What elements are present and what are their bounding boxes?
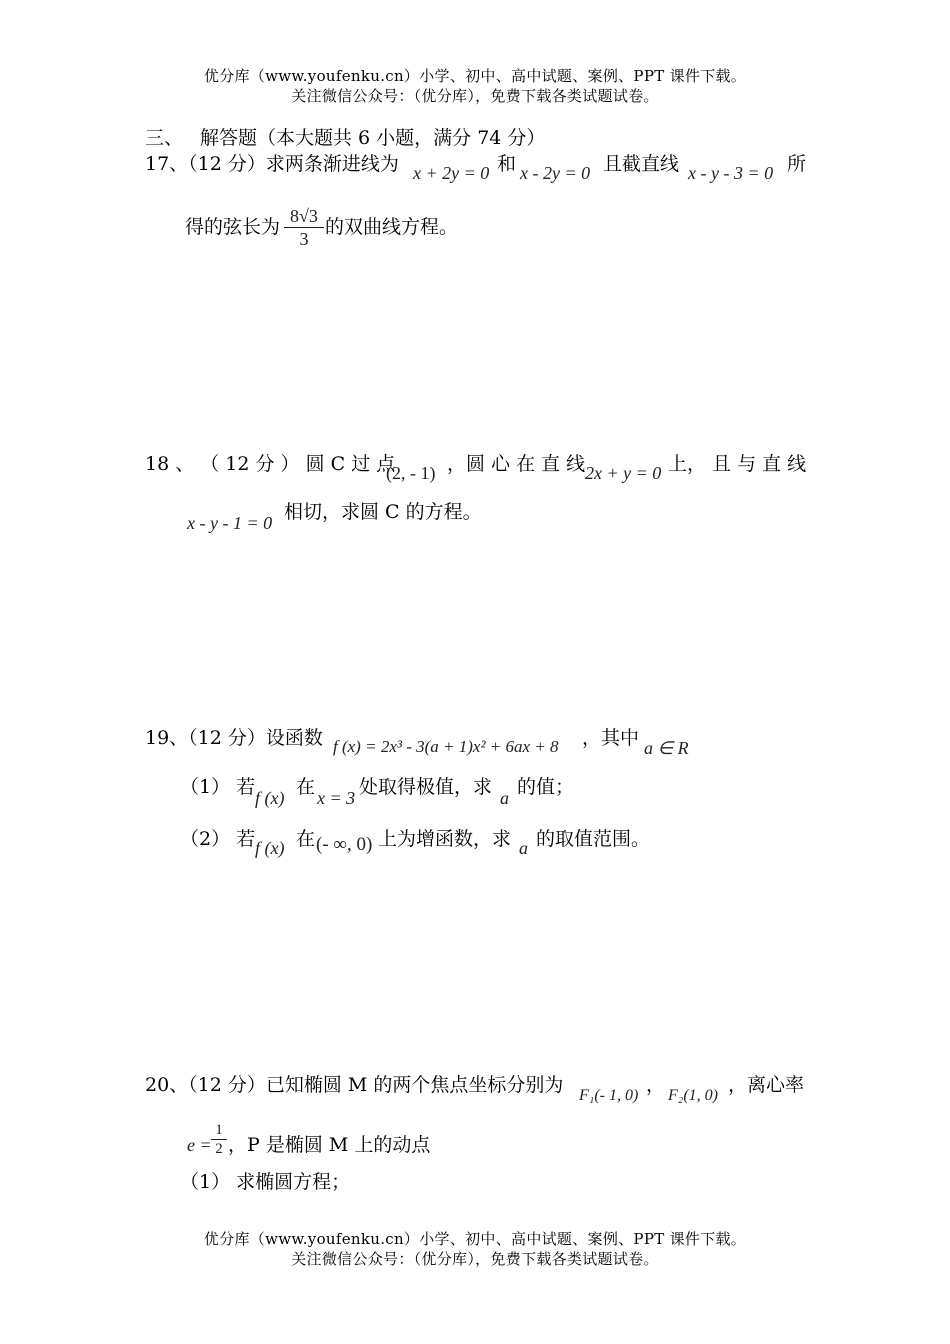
q19-p2-end: 的取值范围。 [536, 828, 651, 850]
q20-eccentricity-lhs: e = [187, 1135, 212, 1155]
q19-p2-in: 在 [296, 828, 316, 850]
q18-center-line: 2x + y = 0 [585, 463, 662, 483]
q19-function: f (x) = 2x³ - 3(a + 1)x² + 6ax + 8 [333, 737, 559, 756]
q17-line2-a: 得的弦长为 [185, 216, 281, 238]
header-line-1: 优分库（www.youfenku.cn）小学、初中、高中试题、案例、PPT 课件下载。 [203, 67, 747, 85]
q19-p2-fx: f (x) [255, 838, 285, 858]
q19-p1-label: （1） 若 [180, 776, 256, 798]
q18-prefix: 18 、 （ 12 分 ） 圆 C 过 点 [145, 453, 396, 475]
q20-eccentricity-fraction [211, 1122, 227, 1158]
q19-p1-a: a [500, 788, 509, 808]
q17-end: 所 [787, 153, 807, 175]
q18-mid: ，圆 心 在 直 线 [447, 453, 586, 475]
q20-prefix: 20、（12 分）已知椭圆 M 的两个焦点坐标分别为 [145, 1074, 564, 1096]
q20-focus-2: F₂(1, 0) [668, 1087, 718, 1104]
section-title: 解答题（本大题共 6 小题，满分 74 分） [200, 127, 546, 149]
q17-line: x - y - 3 = 0 [688, 163, 774, 183]
q19-prefix: 19、（12 分）设函数 [145, 727, 323, 749]
q17-and: 和 [497, 153, 517, 175]
q18-tangent-line: x - y - 1 = 0 [187, 513, 273, 533]
q20-p1: （1） 求椭圆方程； [180, 1171, 351, 1193]
q19-p1-end: 的值； [517, 776, 575, 798]
section-number: 三、 [145, 127, 184, 149]
q19-mid: ，其中 [582, 727, 640, 749]
q19-p2-interval: (- ∞, 0) [316, 834, 373, 855]
header-line-2: 关注微信公众号：（优分库），免费下载各类试题试卷。 [291, 87, 659, 105]
q20-comma: ， [646, 1074, 666, 1096]
q20-line2: ，P 是椭圆 M 上的动点 [228, 1134, 431, 1156]
q17-line2-b: 的双曲线方程。 [325, 216, 459, 238]
q19-p1-in: 在 [296, 776, 316, 798]
q19-p1-fx: f (x) [255, 788, 285, 808]
q19-p2-text: 上为增函数，求 [378, 828, 512, 850]
q20-end: ，离心率 [728, 1074, 805, 1096]
q19-p1-text: 处取得极值，求 [359, 776, 493, 798]
q17-chord-fraction [284, 206, 324, 250]
q17-frac-denominator: 3 [284, 227, 324, 250]
q20-e-numerator: 1 [215, 1122, 223, 1138]
q19-p1-x: x = 3 [317, 788, 356, 808]
footer-line-2: 关注微信公众号：（优分库），免费下载各类试题试卷。 [291, 1250, 659, 1268]
q19-p2-a: a [519, 838, 528, 858]
q20-focus-1: F₁(- 1, 0) [579, 1087, 639, 1104]
q18-point: (2, - 1) [386, 463, 436, 483]
q19-condition: a ∈ R [644, 738, 689, 758]
q18-line2: 相切，求圆 C 的方程。 [284, 501, 482, 523]
q17-asymptote-1: x + 2y = 0 [413, 163, 490, 183]
q17-frac-numerator: 8√3 [290, 206, 318, 226]
q20-e-denominator: 2 [211, 1139, 227, 1158]
q17-asymptote-2: x - 2y = 0 [520, 163, 591, 183]
q19-p2-label: （2） 若 [180, 828, 256, 850]
q18-end: 上， 且 与 直 线 [668, 453, 807, 475]
q17-prefix: 17、（12 分）求两条渐进线为 [145, 153, 399, 175]
q17-mid: 且截直线 [603, 153, 680, 175]
footer-line-1: 优分库（www.youfenku.cn）小学、初中、高中试题、案例、PPT 课件下载。 [203, 1230, 747, 1248]
